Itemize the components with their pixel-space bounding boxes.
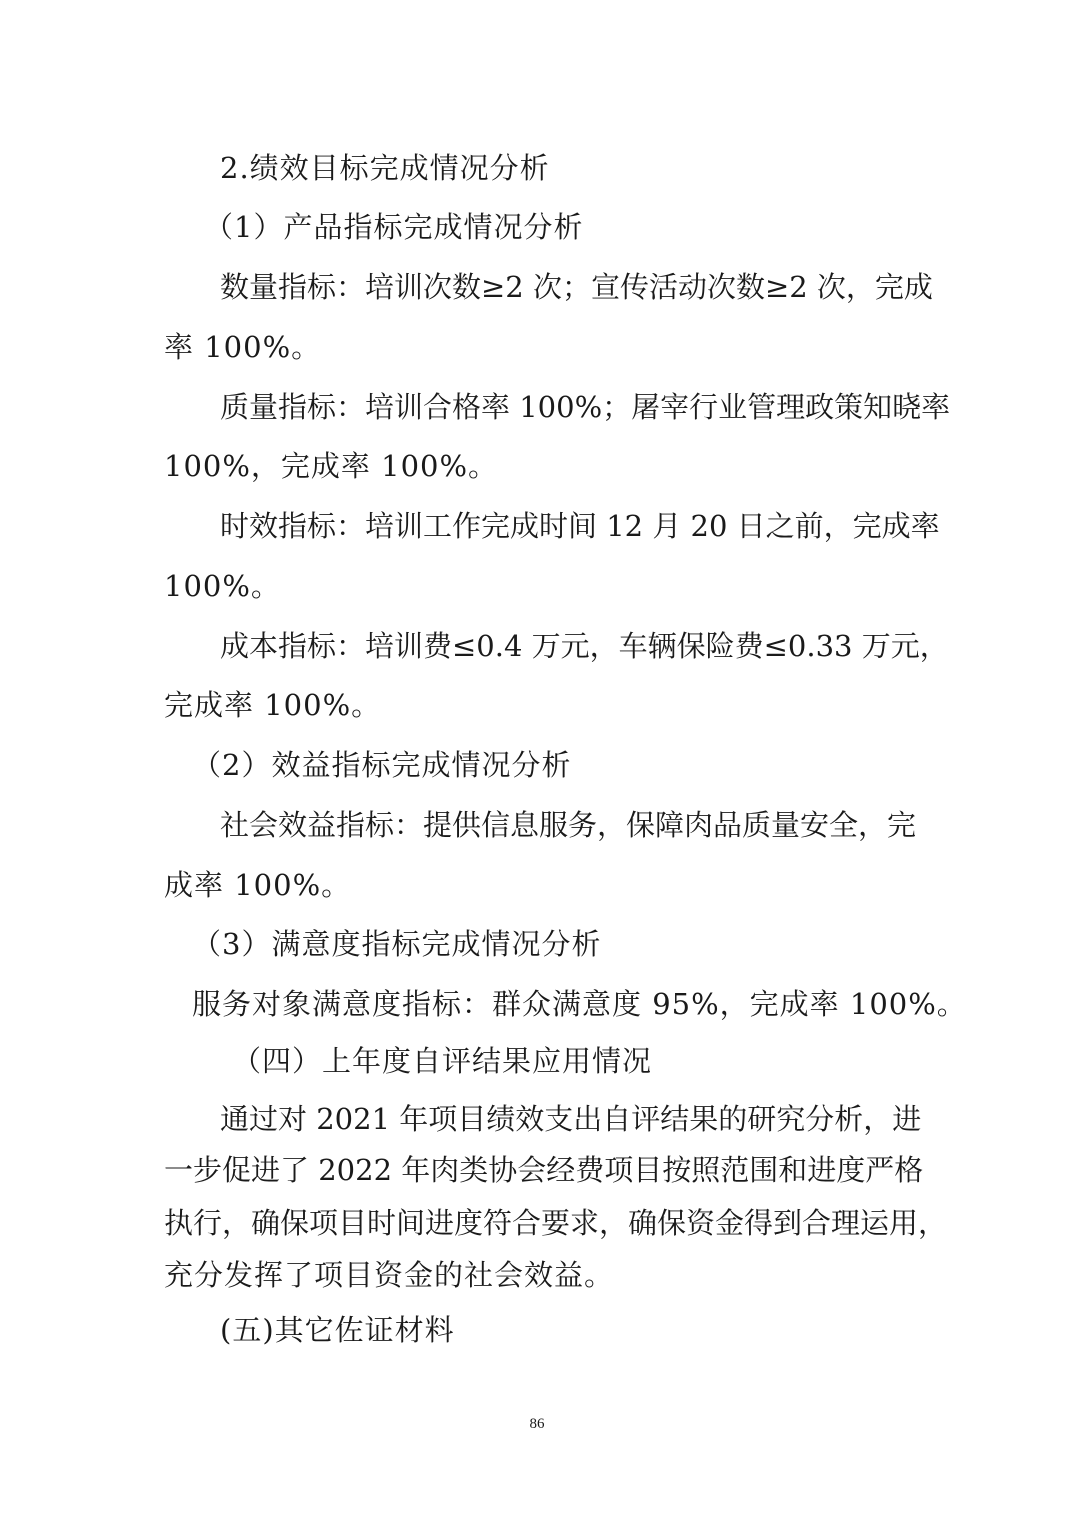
- paragraph-evaluation-application-line-3: 执行，确保项目时间进度符合要求，确保资金得到合理运用，: [164, 1206, 948, 1240]
- paragraph-quality-indicator-line-1: 质量指标：培训合格率 100%；屠宰行业管理政策知晓率: [220, 390, 951, 424]
- section-heading-prior-year-evaluation: （四）上年度自评结果应用情况: [232, 1044, 653, 1078]
- paragraph-evaluation-application-line-4: 充分发挥了项目资金的社会效益。: [164, 1258, 615, 1292]
- section-heading-other-evidence: (五)其它佐证材料: [220, 1313, 455, 1347]
- paragraph-timeliness-indicator-line-2: 100%。: [164, 569, 281, 603]
- paragraph-evaluation-application-line-2: 一步促进了 2022 年肉类协会经费项目按照范围和进度严格: [164, 1153, 924, 1187]
- subheading-benefit-indicators: （2）效益指标完成情况分析: [192, 748, 572, 782]
- subheading-satisfaction-indicators: （3）满意度指标完成情况分析: [192, 927, 602, 961]
- subheading-output-indicators: （1）产品指标完成情况分析: [204, 210, 584, 244]
- paragraph-evaluation-application-line-1: 通过对 2021 年项目绩效支出自评结果的研究分析，进: [220, 1102, 922, 1136]
- paragraph-quality-indicator-line-2: 100%，完成率 100%。: [164, 449, 499, 483]
- paragraph-cost-indicator-line-2: 完成率 100%。: [164, 688, 382, 722]
- paragraph-satisfaction-indicator: 服务对象满意度指标：群众满意度 95%，完成率 100%。: [192, 987, 967, 1021]
- paragraph-social-benefit-line-2: 成率 100%。: [164, 868, 352, 902]
- paragraph-quantity-indicator-line-2: 率 100%。: [164, 330, 322, 364]
- section-heading-performance-goal-analysis: 2.绩效目标完成情况分析: [220, 151, 550, 185]
- paragraph-timeliness-indicator-line-1: 时效指标：培训工作完成时间 12 月 20 日之前，完成率: [220, 509, 940, 543]
- page-number: 86: [529, 1416, 545, 1432]
- paragraph-quantity-indicator-line-1: 数量指标：培训次数≥2 次；宣传活动次数≥2 次，完成: [220, 270, 933, 304]
- paragraph-social-benefit-line-1: 社会效益指标：提供信息服务，保障肉品质量安全，完: [220, 808, 917, 842]
- paragraph-cost-indicator-line-1: 成本指标：培训费≤0.4 万元，车辆保险费≤0.33 万元，: [220, 629, 949, 663]
